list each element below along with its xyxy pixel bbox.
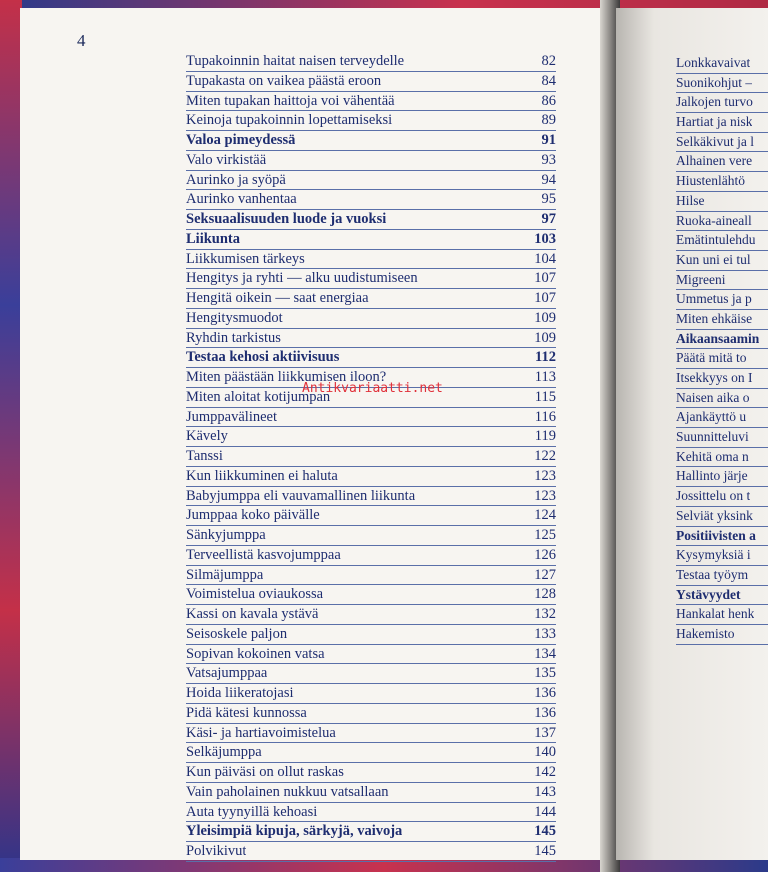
toc-entry (676, 212, 768, 232)
toc-entry-page: 142 (534, 764, 556, 780)
toc-entry-title: Naisen aika o (676, 389, 750, 405)
toc-entry-page: 132 (534, 606, 556, 622)
toc-entry-page: 123 (534, 487, 556, 504)
toc-entry (676, 467, 768, 487)
toc-entry-title: Suonikohjut – (676, 74, 753, 90)
toc-entry (676, 172, 768, 192)
toc-entry (676, 605, 768, 625)
toc-entry (186, 763, 556, 783)
toc-entry-title: Ummetus ja p (676, 291, 752, 307)
toc-entry-title: Valo virkistää (186, 151, 267, 168)
toc-entry (186, 250, 556, 270)
toc-entry-title: Hoida liikeratojasi (186, 685, 294, 701)
toc-entry-page: 116 (534, 408, 556, 425)
toc-entry (676, 527, 768, 547)
toc-entry-title: Jumppaa koko päivälle (186, 507, 320, 524)
toc-entry (186, 171, 556, 191)
toc-entry-title: Hengitysmuodot (186, 309, 283, 326)
toc-entry (186, 72, 556, 92)
toc-entry-title: Liikkumisen tärkeys (186, 250, 305, 267)
toc-entry-title: Vatsajumppaa (186, 665, 268, 682)
toc-entry-page: 109 (534, 309, 556, 326)
toc-entry-title: Käsi- ja hartiavoimistelua (186, 724, 336, 741)
toc-entry (186, 289, 556, 309)
toc-entry (186, 625, 556, 645)
toc-entry-page: 145 (534, 823, 556, 840)
toc-entry (186, 151, 556, 171)
toc-entry (186, 111, 556, 131)
toc-entry (676, 251, 768, 271)
toc-entry (186, 190, 556, 210)
toc-entry (186, 210, 556, 230)
toc-entry-page: 86 (541, 92, 556, 109)
toc-entry (676, 369, 768, 389)
toc-entry (186, 645, 556, 665)
toc-entry (186, 783, 556, 803)
toc-entry-page: 82 (541, 53, 556, 69)
toc-entry-page: 123 (534, 467, 556, 484)
toc-entry-title: Polvikivut (186, 843, 247, 859)
toc-entry (186, 842, 556, 862)
toc-entry-title: Voimistelua oviaukossa (186, 586, 324, 603)
toc-entry-page: 136 (534, 685, 556, 701)
toc-entry-title: Itsekkyys on I (676, 370, 753, 385)
toc-entry (186, 348, 556, 368)
toc-entry-title: Miten tupakan haittoja voi vähentää (186, 92, 395, 109)
toc-entry-title: Hilse (676, 192, 705, 208)
toc-entry (186, 664, 556, 684)
toc-entry-title: Alhainen vere (676, 153, 753, 169)
toc-entry (676, 113, 768, 133)
toc-entry-page: 124 (534, 507, 556, 524)
page-number: 4 (77, 31, 86, 50)
toc-entry (676, 408, 768, 428)
toc-entry (186, 585, 556, 605)
toc-entry-page: 126 (534, 546, 556, 563)
toc-entry (676, 546, 768, 566)
toc-entry-title: Hengitä oikein — saat energiaa (186, 290, 369, 306)
toc-entry-title: Hartiat ja nisk (676, 114, 753, 130)
toc-entry-title: Miten ehkäise (676, 310, 753, 326)
toc-entry-title: Liikunta (186, 230, 240, 247)
toc-entry-title: Ruoka-aineall (676, 212, 752, 228)
toc-entry-page: 107 (534, 270, 556, 287)
toc-entry-title: Seisoskele paljon (186, 625, 288, 642)
toc-entry (676, 487, 768, 507)
toc-entry (676, 389, 768, 409)
toc-entry-title: Selkäjumppa (186, 744, 262, 761)
toc-entry-page: 144 (534, 803, 556, 820)
toc-entry-title: Kun päiväsi on ollut raskas (186, 764, 344, 780)
toc-entry (186, 230, 556, 250)
toc-entry-title: Jalkojen turvo (676, 94, 753, 110)
toc-entry-page: 94 (541, 171, 556, 188)
toc-entry (186, 803, 556, 823)
toc-entry-page: 133 (534, 625, 556, 642)
toc-entry-title: Migreeni (676, 271, 726, 287)
toc-entry (676, 507, 768, 527)
toc-entry-title: Kehitä oma n (676, 448, 749, 464)
toc-entry-title: Aikaansaamin (676, 330, 760, 346)
toc-entry-title: Kävely (186, 428, 228, 445)
toc-entry (676, 271, 768, 291)
toc-entry-title: Lonkkavaivat (676, 55, 751, 70)
toc-entry-page: 104 (534, 250, 556, 267)
toc-entry-title: Selviät yksink (676, 507, 753, 523)
toc-entry (676, 152, 768, 172)
right-page (616, 8, 768, 860)
toc-entry (676, 54, 768, 74)
toc-entry-title: Valoa pimeydessä (186, 132, 296, 148)
toc-entry (676, 93, 768, 113)
toc-entry-title: Keinoja tupakoinnin lopettamiseksi (186, 112, 393, 129)
toc-entry-page: 145 (534, 843, 556, 859)
toc-entry-title: Aurinko ja syöpä (186, 171, 286, 188)
toc-entry-page: 113 (534, 369, 556, 385)
toc-entry-page: 125 (534, 527, 556, 543)
toc-entry-page: 119 (534, 428, 556, 445)
toc-entry-title: Pidä kätesi kunnossa (186, 704, 307, 721)
toc-entry-page: 134 (534, 645, 556, 662)
toc-entry-page: 91 (541, 132, 556, 148)
toc-entry (186, 684, 556, 704)
toc-entry (676, 566, 768, 586)
toc-entry-page: 143 (534, 783, 556, 800)
toc-entry-title: Hiustenlähtö (676, 173, 745, 189)
toc-entry-title: Ryhdin tarkistus (186, 329, 281, 346)
toc-entry-title: Jossittelu on t (676, 488, 751, 504)
toc-entry (676, 290, 768, 310)
toc-entry (676, 349, 768, 369)
toc-entry (186, 467, 556, 487)
toc-entry-page: 128 (534, 586, 556, 603)
toc-entry-title: Emätintulehdu (676, 232, 756, 248)
toc-entry-title: Yleisimpiä kipuja, särkyjä, vaivoja (186, 823, 403, 840)
toc-entry-title: Kassi on kavala ystävä (186, 606, 319, 622)
toc-entry-title: Silmäjumppa (186, 566, 264, 583)
toc-entry (186, 704, 556, 724)
toc-entry (676, 586, 768, 606)
toc-entry-title: Hakemisto (676, 625, 735, 641)
toc-entry-title: Tupakasta on vaikea päästä eroon (186, 72, 382, 89)
toc-entry (676, 625, 768, 645)
toc-entry-title: Terveellistä kasvojumppaa (186, 546, 341, 563)
toc-entry (186, 487, 556, 507)
toc-entry-title: Sopivan kokoinen vatsa (186, 645, 325, 662)
toc-entry-page: 136 (534, 704, 556, 721)
toc-entry (186, 526, 556, 546)
toc-entry-title: Tanssi (186, 448, 223, 464)
toc-entry-title: Sänkyjumppa (186, 527, 266, 543)
toc-entry-title: Selkäkivut ja l (676, 133, 754, 149)
toc-entry-title: Babyjumppa eli vauvamallinen liikunta (186, 487, 416, 504)
watermark-text: Antikvariaatti.net (302, 381, 443, 396)
toc-entry-title: Ystävyydet (676, 586, 741, 602)
toc-entry (186, 566, 556, 586)
book-cover-left (0, 0, 22, 872)
toc-entry (186, 269, 556, 289)
toc-entry-page: 112 (535, 349, 556, 366)
toc-entry-page: 93 (541, 151, 556, 168)
toc-entry (676, 231, 768, 251)
toc-entry (186, 92, 556, 112)
toc-entry-title: Seksuaalisuuden luode ja vuoksi (186, 211, 387, 227)
toc-entry-page: 115 (534, 388, 556, 405)
toc-entry-title: Päätä mitä to (676, 350, 747, 366)
toc-entry (186, 131, 556, 151)
toc-entry (676, 448, 768, 468)
toc-entry (676, 74, 768, 94)
toc-entry-page: 95 (541, 191, 556, 208)
toc-entry-title: Miten aloitat kotijumpan (186, 388, 331, 405)
toc-entry (186, 822, 556, 842)
toc-entry (186, 329, 556, 349)
toc-entry-title: Tupakoinnin haitat naisen terveydelle (186, 53, 405, 69)
toc-entry (186, 408, 556, 428)
toc-entry (186, 447, 556, 467)
toc-entry (186, 506, 556, 526)
toc-entry (186, 605, 556, 625)
toc-entry (186, 309, 556, 329)
toc-entry (186, 52, 556, 72)
toc-entry-title: Jumppavälineet (186, 408, 278, 425)
toc-entry-page: 137 (534, 724, 556, 741)
toc-entry-title: Kun uni ei tul (676, 251, 751, 267)
toc-entry-title: Kun liikkuminen ei haluta (186, 467, 338, 484)
toc-entry-title: Aurinko vanhentaa (186, 191, 297, 208)
toc-entry-page: 84 (541, 72, 556, 89)
toc-entry (186, 724, 556, 744)
toc-entry-title: Hengitys ja ryhti — alku uudistumiseen (186, 270, 418, 287)
toc-entry-title: Positiivisten a (676, 527, 756, 543)
toc-entry-page: 103 (534, 230, 556, 247)
toc-entry-page: 135 (534, 665, 556, 682)
toc-entry-page: 89 (541, 112, 556, 129)
toc-entry (676, 330, 768, 350)
left-toc-list (186, 52, 556, 862)
toc-entry-title: Miten päästään liikkumisen iloon? (186, 369, 387, 385)
toc-entry-title: Hankalat henk (676, 606, 755, 622)
toc-entry (186, 743, 556, 763)
toc-entry-page: 97 (541, 211, 556, 227)
toc-entry-title: Testaa kehosi aktiivisuus (186, 349, 340, 366)
toc-entry-title: Kysymyksiä i (676, 547, 751, 563)
toc-entry-title: Vain paholainen nukkuu vatsallaan (186, 783, 389, 800)
toc-entry (186, 427, 556, 447)
toc-entry (676, 428, 768, 448)
toc-entry-page: 109 (534, 329, 556, 346)
toc-entry-title: Auta tyynyillä kehoasi (186, 803, 318, 820)
toc-entry (186, 546, 556, 566)
toc-entry (676, 192, 768, 212)
toc-entry (676, 133, 768, 153)
toc-entry-title: Testaa työym (676, 566, 749, 582)
toc-entry-page: 127 (534, 566, 556, 583)
toc-entry-page: 107 (534, 290, 556, 306)
toc-entry (676, 310, 768, 330)
toc-entry-page: 140 (534, 744, 556, 761)
toc-entry-title: Hallinto järje (676, 468, 748, 484)
toc-entry-page: 122 (534, 448, 556, 464)
right-toc-list (676, 54, 768, 645)
toc-entry-title: Suunnitteluvi (676, 429, 749, 445)
toc-entry-title: Ajankäyttö u (676, 409, 747, 425)
